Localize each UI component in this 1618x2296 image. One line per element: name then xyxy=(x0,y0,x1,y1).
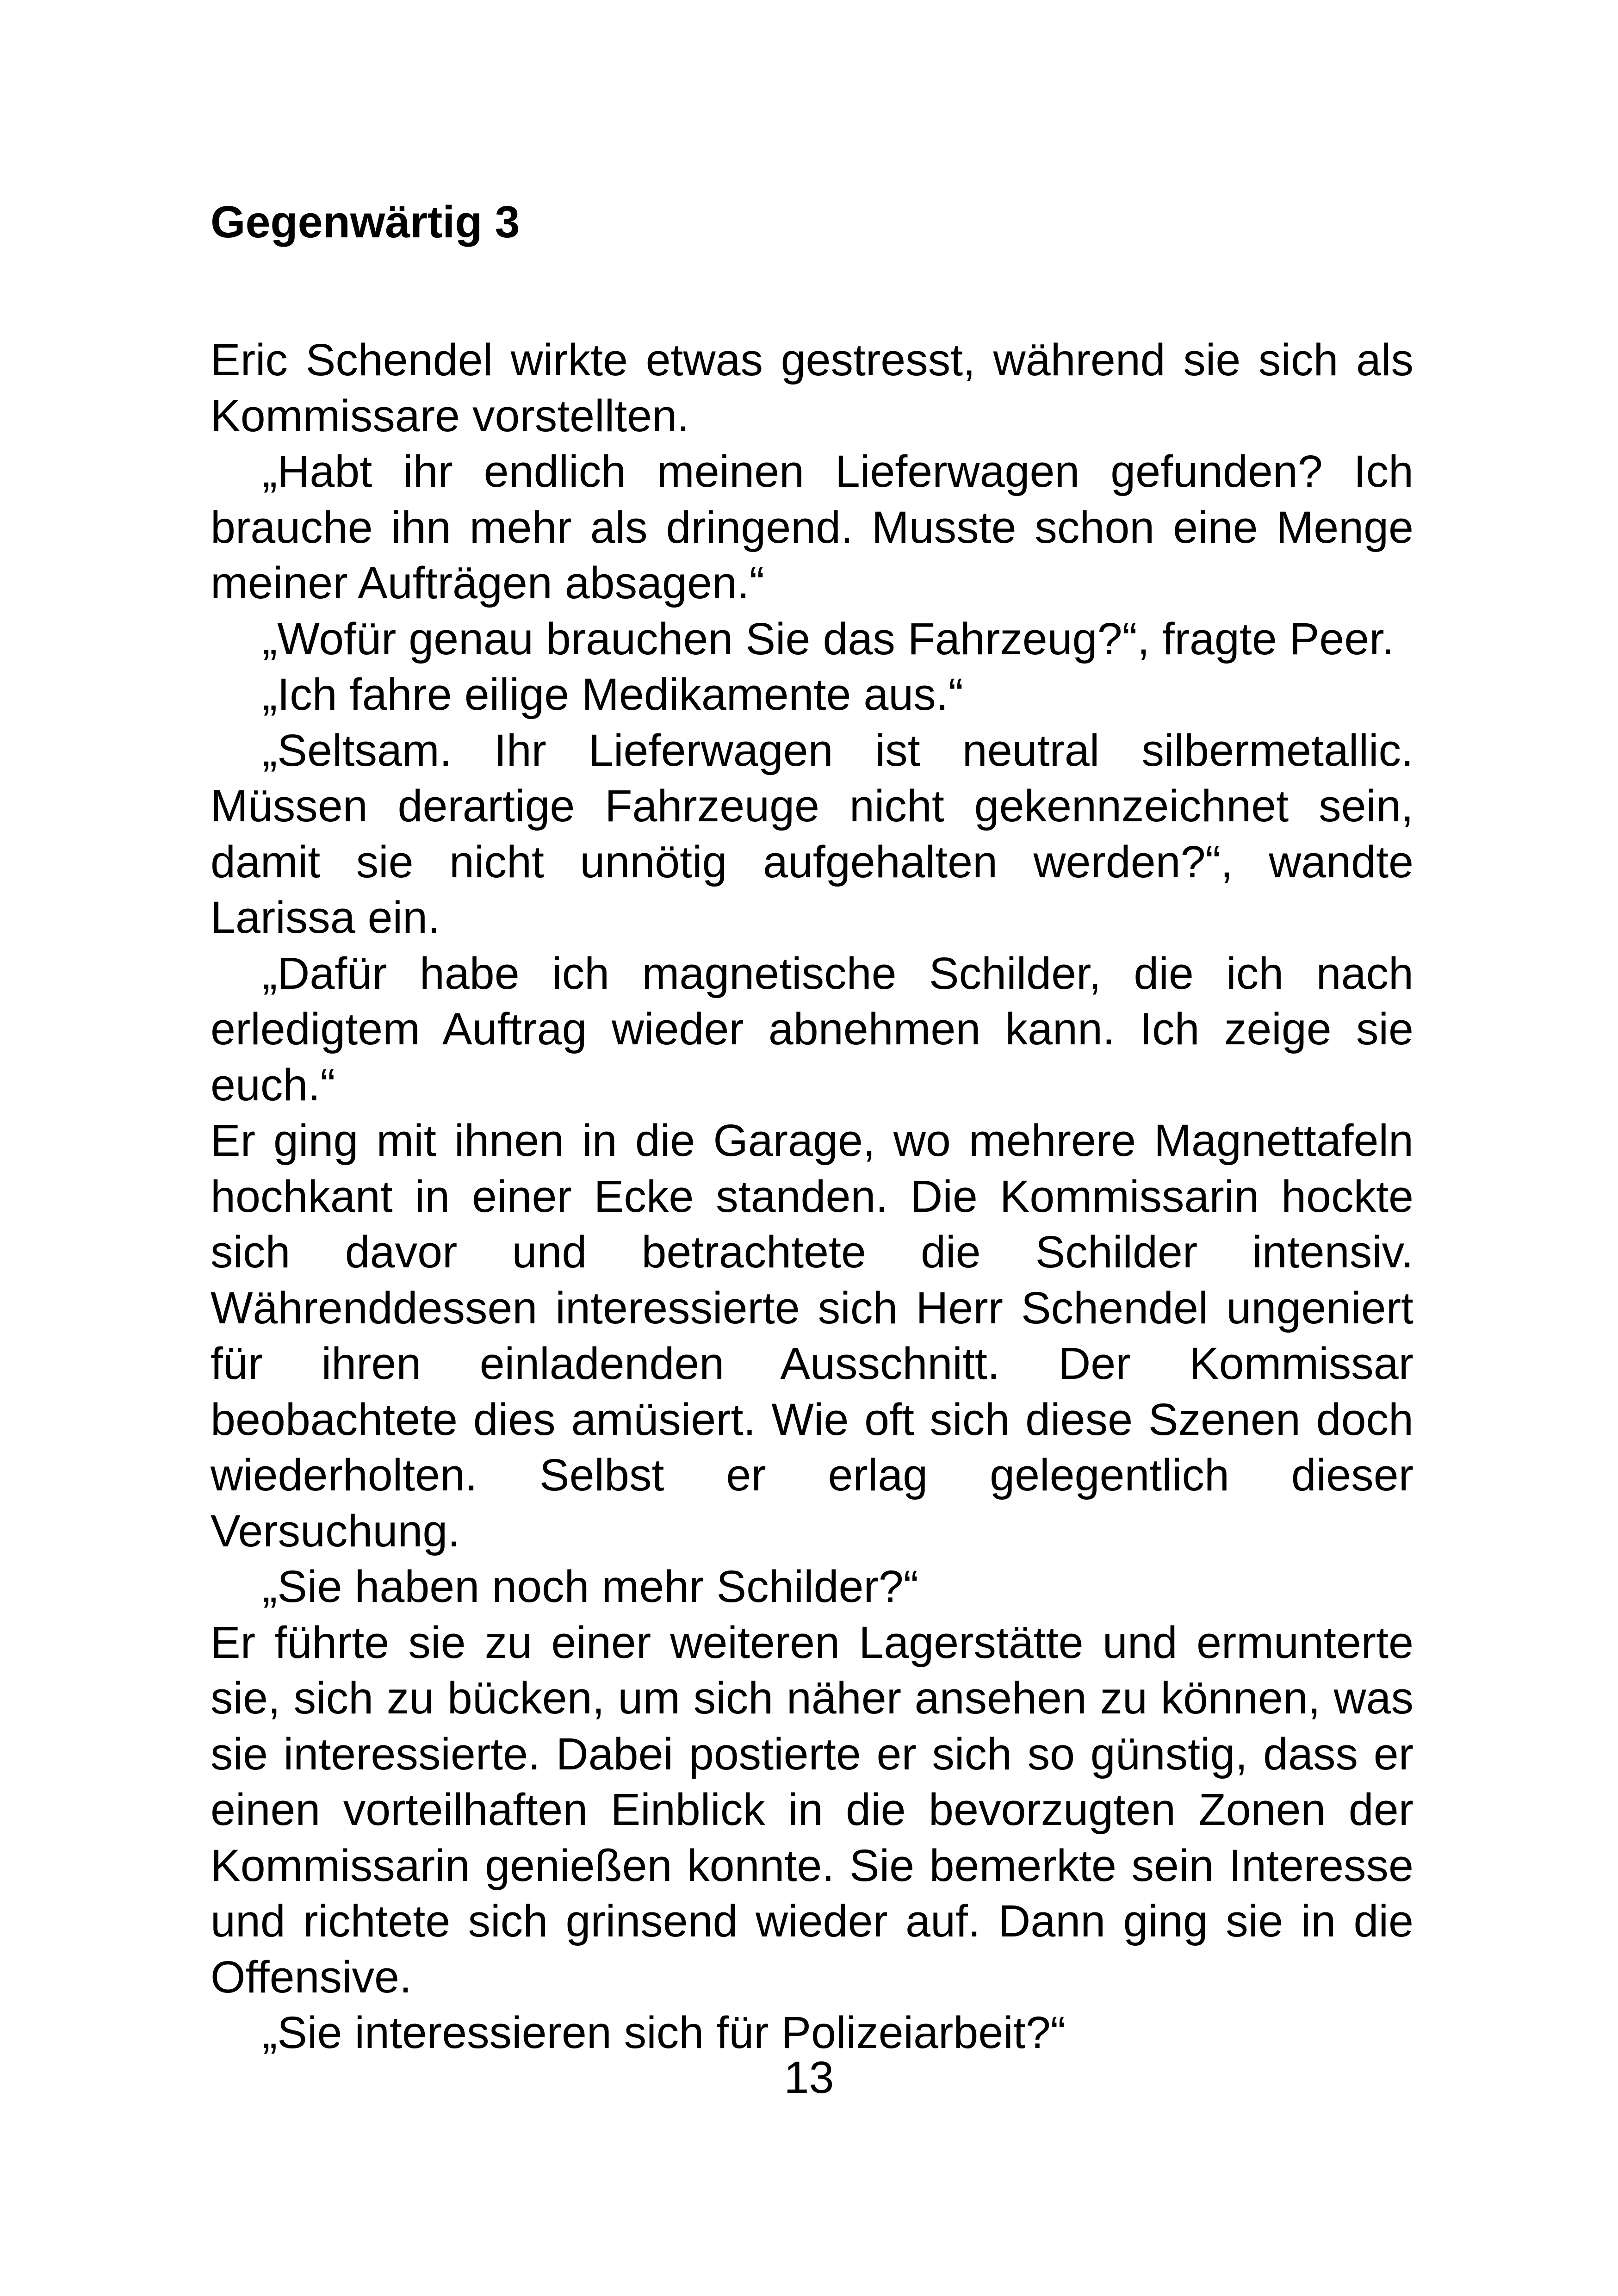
chapter-body xyxy=(211,332,1413,2061)
paragraph-6: „Dafür habe ich magnetische Schilder, die ich nach erledigtem Auftrag wieder abnehmen kann. Ich zeige sie euch.“ xyxy=(211,948,1413,1110)
paragraph-4: „Ich fahre eilige Medikamente aus.“ xyxy=(262,669,964,720)
page-number: 13 xyxy=(784,2052,834,2103)
paragraph-8: „Sie haben noch mehr Schilder?“ xyxy=(262,1561,919,1612)
paragraph-3: „Wofür genau brauchen Sie das Fahrzeug?“, fragte Peer. xyxy=(262,613,1395,664)
chapter-title: Gegenwärtig 3 xyxy=(211,197,520,247)
book-page xyxy=(211,194,1413,2061)
paragraph-7: Er ging mit ihnen in die Garage, wo mehrere Magnettafeln hochkant in einer Ecke standen. Die Kommissarin hockte sich davor und betrachtete die Schilder intensiv. Währenddessen interessierte sich Herr Schendel ungeniert für ihren einladenden Ausschnitt. Der Kommissar beobachtete dies amüsiert. Wie oft sich diese Szenen doch wiederholten. Selbst er erlag gelegentlich dieser Versuchung. xyxy=(211,1115,1413,1556)
paragraph-9: Er führte sie zu einer weiteren Lagerstätte und ermunterte sie, sich zu bücken, um sich näher ansehen zu können, was sie interessierte. Dabei postierte er sich so günstig, dass er einen vorteilhaften Einblick in die bevorzugten Zonen der Kommissarin genießen konnte. Sie bemerkte sein Interesse und richtete sich grinsend wieder auf. Dann ging sie in die Offensive. xyxy=(211,1617,1413,2002)
paragraph-10: „Sie interessieren sich für Polizeiarbeit?“ xyxy=(262,2007,1066,2058)
paragraph-1: Eric Schendel wirkte etwas gestresst, während sie sich als Kommissare vorstellten. xyxy=(211,335,1413,441)
paragraph-2: „Habt ihr endlich meinen Lieferwagen gefunden? Ich brauche ihn mehr als dringend. Musste schon eine Menge meiner Aufträgen absagen.“ xyxy=(211,446,1413,608)
paragraph-5: „Seltsam. Ihr Lieferwagen ist neutral silbermetallic. Müssen derartige Fahrzeuge nicht gekennzeichnet sein, damit sie nicht unnötig aufgehalten werden?“, wandte Larissa ein. xyxy=(211,725,1413,943)
